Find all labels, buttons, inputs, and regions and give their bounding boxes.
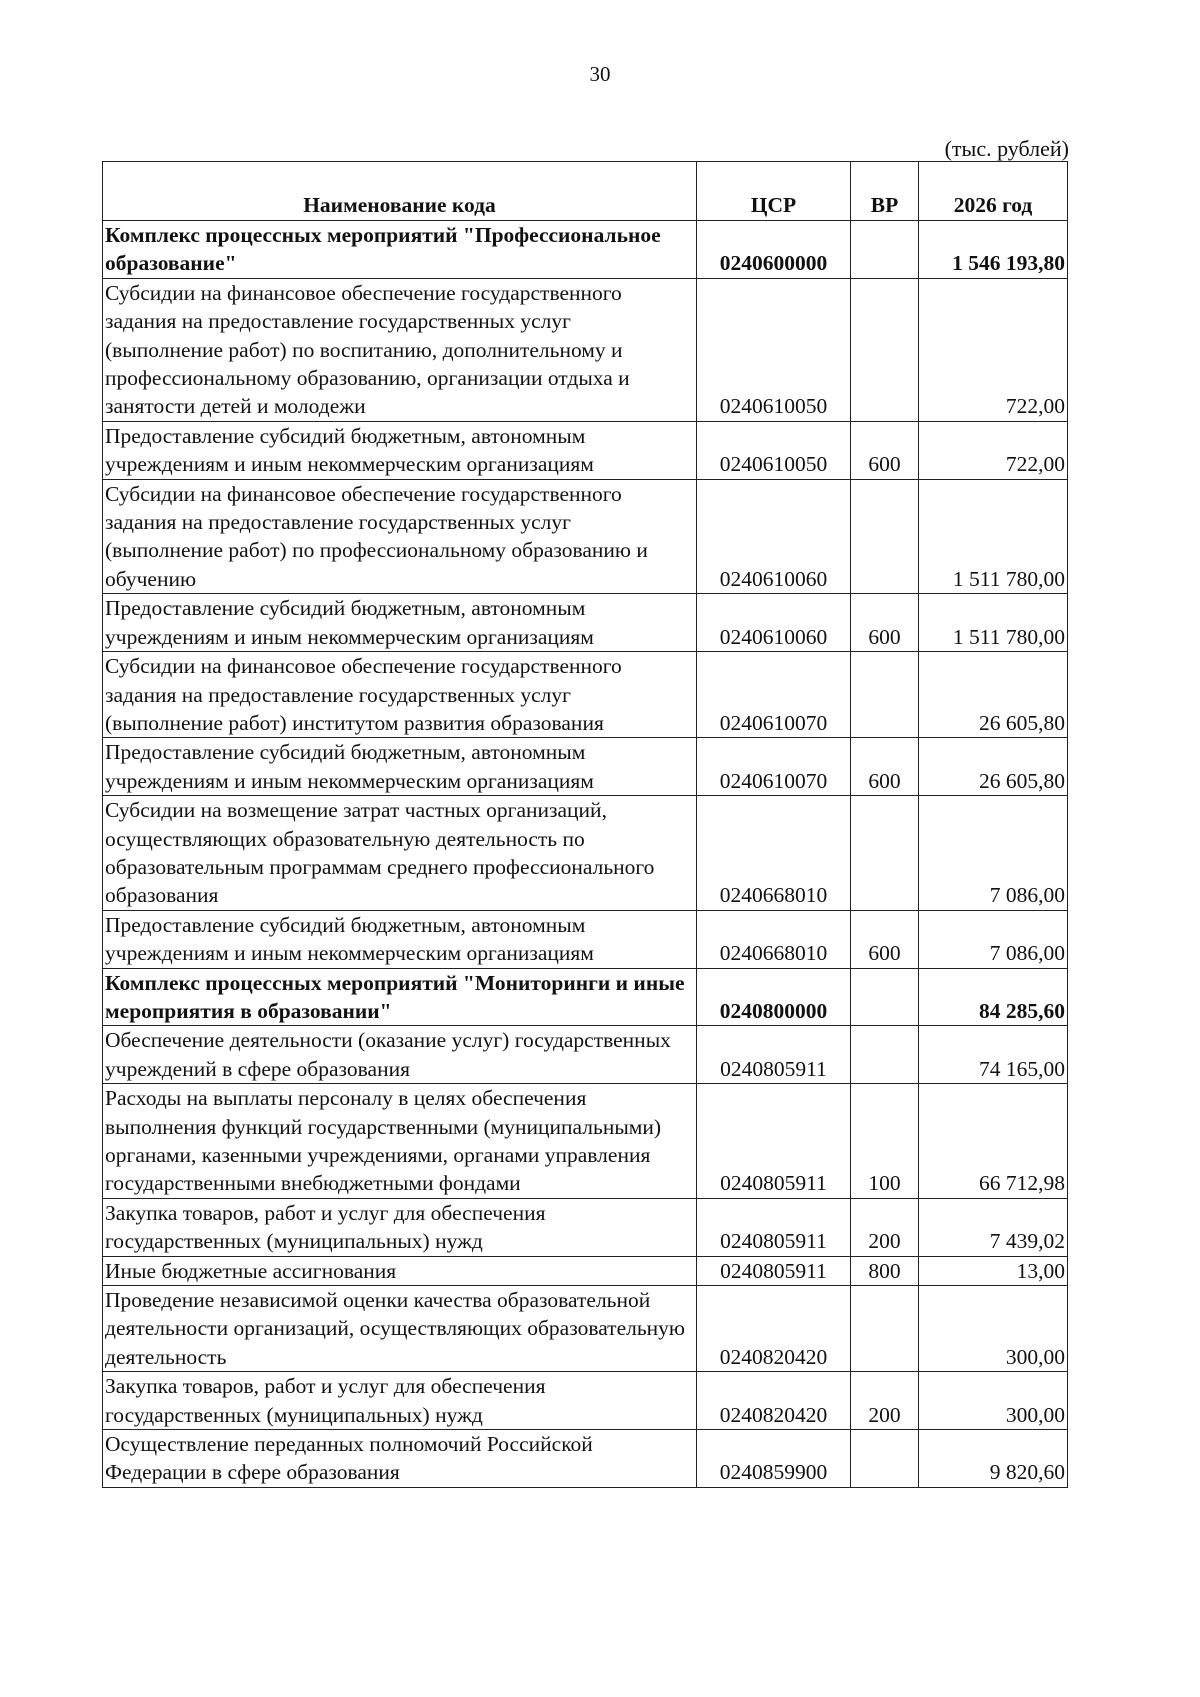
- row-amount: 84 285,60: [919, 968, 1068, 1026]
- table-row: [103, 1256, 1068, 1285]
- row-code: 0240820420: [697, 1372, 851, 1430]
- table-row: [103, 479, 1068, 594]
- row-amount: 7 086,00: [919, 910, 1068, 968]
- row-name: Предоставление субсидий бюджетным, автономным учреждениям и иным некоммерческим организациям: [103, 421, 697, 479]
- table-row: [103, 594, 1068, 652]
- row-code: 0240859900: [697, 1430, 851, 1488]
- row-code: 0240610070: [697, 738, 851, 796]
- row-amount: 26 605,80: [919, 652, 1068, 738]
- row-name: Закупка товаров, работ и услуг для обеспечения государственных (муниципальных) нужд: [103, 1198, 697, 1256]
- row-vr: 600: [851, 594, 919, 652]
- row-code: 0240668010: [697, 910, 851, 968]
- row-vr: 100: [851, 1084, 919, 1199]
- row-name: Комплекс процессных мероприятий "Мониторинги и иные мероприятия в образовании": [103, 968, 697, 1026]
- row-name: Субсидии на финансовое обеспечение государственного задания на предоставление государственных услуг (выполнение работ) по воспитанию, дополнительному и профессиональному образованию, организации отдыха и занятости детей и молодежи: [103, 278, 697, 421]
- row-amount: 13,00: [919, 1256, 1068, 1285]
- row-amount: 722,00: [919, 421, 1068, 479]
- row-name: Иные бюджетные ассигнования: [103, 1256, 697, 1285]
- table-row: [103, 1084, 1068, 1199]
- table-row: [103, 910, 1068, 968]
- table-row: [103, 652, 1068, 738]
- row-name: Осуществление переданных полномочий Российской Федерации в сфере образования: [103, 1430, 697, 1488]
- row-code: 0240668010: [697, 796, 851, 911]
- row-vr: [851, 968, 919, 1026]
- row-code: 0240805911: [697, 1198, 851, 1256]
- table-row: [103, 968, 1068, 1026]
- row-code: 0240610050: [697, 278, 851, 421]
- row-code: 0240610060: [697, 594, 851, 652]
- table-row: [103, 1198, 1068, 1256]
- row-amount: 74 165,00: [919, 1026, 1068, 1084]
- row-code: 0240820420: [697, 1286, 851, 1372]
- row-vr: 200: [851, 1372, 919, 1430]
- row-name: Проведение независимой оценки качества образовательной деятельности организаций, осуществляющих образовательную деятельность: [103, 1286, 697, 1372]
- row-vr: [851, 479, 919, 594]
- header-name: Наименование кода: [103, 162, 697, 221]
- row-vr: [851, 1430, 919, 1488]
- row-amount: 300,00: [919, 1372, 1068, 1430]
- row-vr: 200: [851, 1198, 919, 1256]
- row-amount: 300,00: [919, 1286, 1068, 1372]
- row-code: 0240610050: [697, 421, 851, 479]
- row-name: Субсидии на возмещение затрат частных организаций, осуществляющих образовательную деятельность по образовательным программам среднего профессионального образования: [103, 796, 697, 911]
- header-vr: ВР: [851, 162, 919, 221]
- table-body: [103, 221, 1068, 1488]
- row-name: Комплекс процессных мероприятий "Профессиональное образование": [103, 221, 697, 279]
- row-vr: 800: [851, 1256, 919, 1285]
- row-amount: 26 605,80: [919, 738, 1068, 796]
- row-code: 0240805911: [697, 1256, 851, 1285]
- table-row: [103, 738, 1068, 796]
- units-note: (тыс. рублей): [944, 136, 1069, 161]
- row-vr: [851, 652, 919, 738]
- row-name: Закупка товаров, работ и услуг для обеспечения государственных (муниципальных) нужд: [103, 1372, 697, 1430]
- table-row: [103, 796, 1068, 911]
- row-vr: 600: [851, 421, 919, 479]
- row-name: Предоставление субсидий бюджетным, автономным учреждениям и иным некоммерческим организациям: [103, 738, 697, 796]
- row-amount: 7 439,02: [919, 1198, 1068, 1256]
- row-vr: [851, 796, 919, 911]
- row-amount: 7 086,00: [919, 796, 1068, 911]
- row-name: Субсидии на финансовое обеспечение государственного задания на предоставление государственных услуг (выполнение работ) институтом развития образования: [103, 652, 697, 738]
- row-code: 0240610070: [697, 652, 851, 738]
- row-vr: [851, 1026, 919, 1084]
- row-amount: 1 511 780,00: [919, 479, 1068, 594]
- row-name: Расходы на выплаты персоналу в целях обеспечения выполнения функций государственными (муниципальными) органами, казенными учреждениями, органами управления государственными внебюджетными фондами: [103, 1084, 697, 1199]
- table-header-row: [103, 162, 1068, 221]
- row-name: Субсидии на финансовое обеспечение государственного задания на предоставление государственных услуг (выполнение работ) по профессиональному образованию и обучению: [103, 479, 697, 594]
- row-name: Обеспечение деятельности (оказание услуг) государственных учреждений в сфере образования: [103, 1026, 697, 1084]
- table-row: [103, 1026, 1068, 1084]
- row-code: 0240800000: [697, 968, 851, 1026]
- row-vr: 600: [851, 910, 919, 968]
- row-amount: 66 712,98: [919, 1084, 1068, 1199]
- row-vr: [851, 278, 919, 421]
- row-code: 0240805911: [697, 1026, 851, 1084]
- table-row: [103, 1286, 1068, 1372]
- row-name: Предоставление субсидий бюджетным, автономным учреждениям и иным некоммерческим организациям: [103, 910, 697, 968]
- header-amount: 2026 год: [919, 162, 1068, 221]
- row-code: 0240805911: [697, 1084, 851, 1199]
- page-number: 30: [589, 62, 611, 86]
- row-amount: 1 511 780,00: [919, 594, 1068, 652]
- header-code: ЦСР: [697, 162, 851, 221]
- row-vr: [851, 1286, 919, 1372]
- row-amount: 1 546 193,80: [919, 221, 1068, 279]
- table-row: [103, 221, 1068, 279]
- row-vr: [851, 221, 919, 279]
- row-vr: 600: [851, 738, 919, 796]
- row-name: Предоставление субсидий бюджетным, автономным учреждениям и иным некоммерческим организациям: [103, 594, 697, 652]
- row-amount: 9 820,60: [919, 1430, 1068, 1488]
- table-row: [103, 1430, 1068, 1488]
- table-row: [103, 421, 1068, 479]
- row-amount: 722,00: [919, 278, 1068, 421]
- table-row: [103, 1372, 1068, 1430]
- table-row: [103, 278, 1068, 421]
- row-code: 0240610060: [697, 479, 851, 594]
- budget-table: [102, 161, 1068, 1488]
- row-code: 0240600000: [697, 221, 851, 279]
